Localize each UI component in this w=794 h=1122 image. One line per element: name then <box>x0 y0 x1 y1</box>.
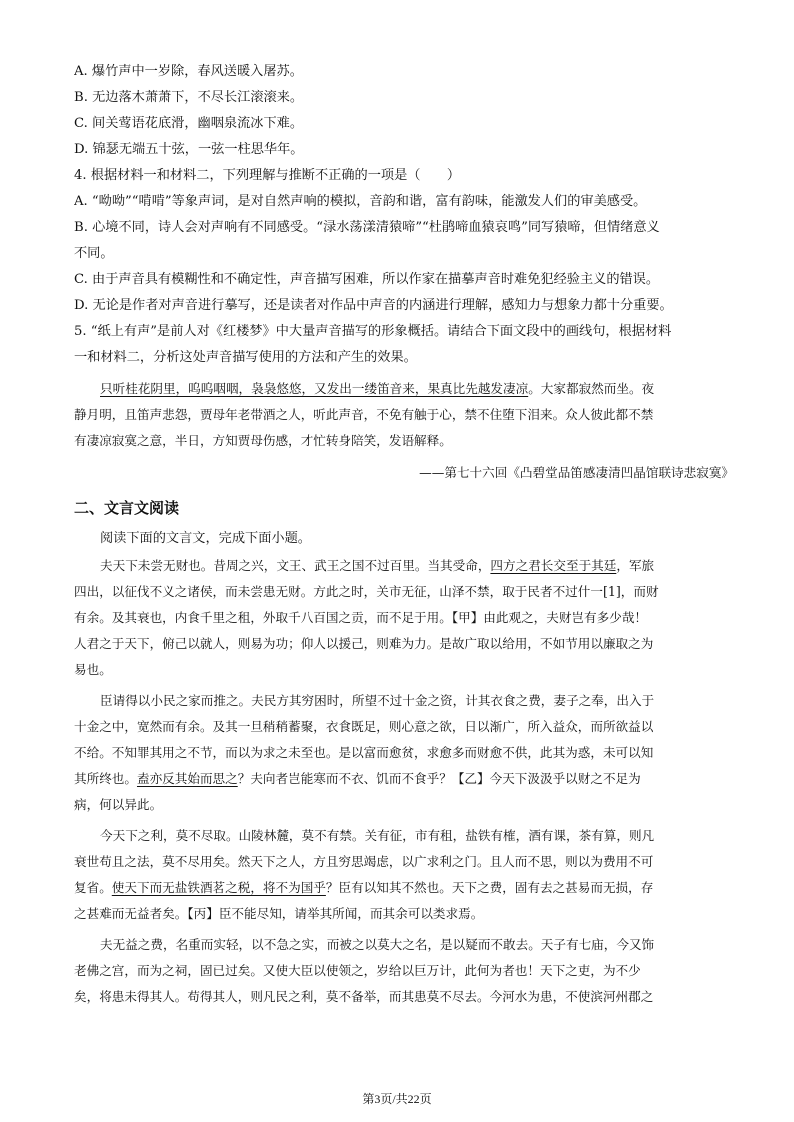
classical-line: 其所终也。盍亦反其始而思之？夫向者岂能寒而不衣、饥而不食乎？【乙】今天下汲汲乎以财之不足为 <box>74 771 641 786</box>
q4-option-d: D. 无论是作者对声音进行摹写，还是读者对作品中声音的内涵进行理解，感知力与想象力都十分重要。 <box>74 298 673 313</box>
underlined-sentence: 使天下而无盐铁酒茗之税，将不为国乎 <box>111 880 326 895</box>
classical-line: 衰世苟且之法，莫不尽用矣。然天下之人，方且穷思竭虑，以广求利之门。且人而不思，则以为费用不可 <box>74 854 654 869</box>
classical-line: 有余。及其衰也，内食千里之租，外取千八百国之贡，而不足于用。【甲】由此观之，夫财岂有多少哉！ <box>74 610 648 625</box>
classical-line: 今天下之利，莫不尽取。山陵林麓，莫不有禁。关有征，市有租，盐铁有榷，酒有课，茶有算，则凡 <box>100 828 655 843</box>
excerpt-source: ——第七十六回《凸碧堂品笛感凄清凹晶馆联诗悲寂寞》 <box>419 465 734 480</box>
classical-line: 老佛之宫，而为之祠，固已过矣。又使大臣以使领之，岁给以巨万计，此何为者也！天下之吏，为不少 <box>74 963 641 978</box>
classical-line: 不给。不知罪其用之不节，而以为求之未至也。是以富而愈贫，求愈多而财愈不供，此其为惑，未可以知 <box>74 745 654 760</box>
excerpt-line-1: 只听桂花阴里，呜呜咽咽，袅袅悠悠，又发出一缕笛音来，果真比先越发凄凉。大家都寂然而坐。夜 <box>100 381 655 396</box>
underlined-sentence: 只听桂花阴里，呜呜咽咽，袅袅悠悠，又发出一缕笛音来，果真比先越发凄凉 <box>100 381 529 396</box>
question-5-cont: 一和材料二，分析这处声音描写使用的方法和产生的效果。 <box>74 350 417 365</box>
classical-line: 易也。 <box>74 662 112 677</box>
classical-line: 夫无益之费，名重而实轻，以不急之实，而被之以莫大之名，是以疑而不敢去。天子有七庙，今又饰 <box>100 937 655 952</box>
classical-line: 复省。使天下而无盐铁酒茗之税，将不为国乎？臣有以知其不然也。天下之费，固有去之甚易而无损，存 <box>74 880 654 895</box>
classical-line: 病，何以异此。 <box>74 797 163 812</box>
classical-line: 矣，将患未得其人。苟得其人，则凡民之利，莫不备举，而其患莫不尽去。今河水为患，不使滨河州郡之 <box>74 989 654 1004</box>
excerpt-line-3: 有凄凉寂寞之意，半日，方知贾母伤感，才忙转身陪笑，发语解释。 <box>74 433 452 448</box>
q4-option-a: A. “呦呦”“啃啃”等象声词，是对自然声响的模拟，音韵和谐，富有韵味，能激发人们的审美感受。 <box>74 194 647 209</box>
page-number: 第3页/共22页 <box>362 1092 432 1106</box>
classical-line: 臣请得以小民之家而推之。夫民方其穷困时，所望不过十金之资，计其衣食之费，妻子之奉，出入于 <box>100 693 655 708</box>
q4-option-c: C. 由于声音具有模糊性和不确定性，声音描写困难，所以作家在描摹声音时难免犯经验主义的错误。 <box>74 272 660 287</box>
q4-option-b-cont: 不同。 <box>74 246 114 261</box>
classical-line: 四出，以征伐不义之诸侯，而未尝患无财。方此之时，关市无征，山泽不禁，取于民者不过什一[1]，而财 <box>74 584 659 599</box>
question-5: 5. “纸上有声”是前人对《红楼梦》中大量声音描写的形象概括。请结合下面文段中的画线句，根据材料 <box>74 324 672 339</box>
question-4: 4. 根据材料一和材料二，下列理解与推断不正确的一项是（ ） <box>74 168 461 183</box>
underlined-sentence: 盍亦反其始而思之 <box>136 771 238 786</box>
option-d: D. 锦瑟无端五十弦，一弦一柱思华年。 <box>74 142 304 157</box>
classical-line: 十金之中，宽然而有余。及其一旦稍稍蓄聚，衣食既足，则心意之欲，日以渐广，所入益众，而所欲益以 <box>74 719 654 734</box>
classical-line: 夫天下未尝无财也。昔周之兴，文王、武王之国不过百里。当其受命，四方之君长交至于其廷，军旅 <box>100 558 655 573</box>
classical-line: 人君之于天下，俯己以就人，则易为功；仰人以援己，则难为力。是故广取以给用，不如节用以廉取之为 <box>74 636 654 651</box>
instructions: 阅读下面的文言文，完成下面小题。 <box>100 531 311 546</box>
option-a: A. 爆竹声中一岁除，春风送暖入屠苏。 <box>74 64 303 79</box>
option-c: C. 间关莺语花底滑，幽咽泉流冰下难。 <box>74 116 304 131</box>
q4-option-b: B. 心境不同，诗人会对声响有不同感受。“渌水荡漾清猿啼”“杜鹃啼血猿哀鸣”同写猿啼，但情绪意义 <box>74 220 660 235</box>
underlined-sentence: 四方之君长交至于其廷 <box>490 558 617 573</box>
section-heading: 二、文言文阅读 <box>74 499 180 517</box>
option-b: B. 无边落木萧萧下，不尽长江滚滚来。 <box>74 90 304 105</box>
classical-line: 之甚难而无益者矣。【丙】臣不能尽知，请举其所闻，而其余可以类求焉。 <box>74 906 484 921</box>
excerpt-line-2: 静月明，且笛声悲怨，贾母年老带酒之人，听此声音，不免有触于心，禁不住堕下泪来。众人彼此都不禁 <box>74 407 654 422</box>
